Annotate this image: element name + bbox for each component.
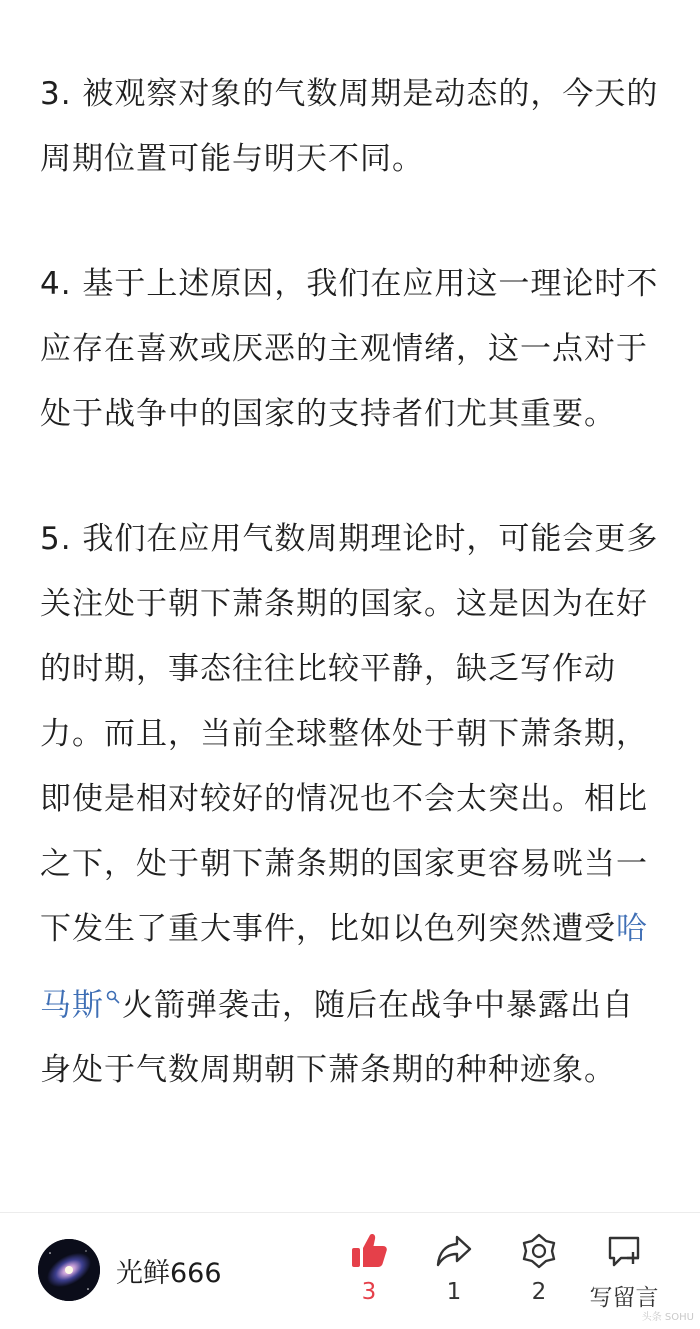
paragraph-5-text-after: 火箭弹袭击，随后在战争中暴露出自身处于气数周期朝下萧条期的种种迹象。	[40, 987, 634, 1089]
avatar[interactable]	[38, 1239, 100, 1301]
paragraph-4: 4. 基于上述原因，我们在应用这一理论时不应存在喜欢或厌恶的主观情绪，这一点对于处于战争中的国家的支持者们尤其重要。	[40, 266, 659, 432]
collect-button[interactable]	[499, 1231, 579, 1305]
search-link-hamas[interactable]: 哈马斯	[40, 911, 648, 1024]
comment-plus-icon	[604, 1231, 644, 1271]
paragraph-5	[40, 507, 664, 1103]
comment-button[interactable]	[584, 1231, 664, 1312]
collect-icon	[519, 1231, 559, 1271]
share-button[interactable]	[414, 1231, 494, 1305]
galaxy-avatar-icon	[38, 1239, 100, 1301]
author-profile[interactable]	[38, 1239, 222, 1301]
like-count: 3	[361, 1279, 377, 1305]
search-icon[interactable]	[106, 962, 120, 1027]
author-name[interactable]: 光鲜666	[116, 1257, 222, 1289]
like-button[interactable]	[329, 1231, 409, 1305]
article-body	[40, 62, 664, 1103]
bottom-action-bar	[0, 1213, 700, 1329]
paragraph-3: 3. 被观察对象的气数周期是动态的，今天的周期位置可能与明天不同。	[40, 76, 659, 177]
comment-label: 写留言	[589, 1285, 659, 1311]
share-arrow-icon	[434, 1231, 474, 1271]
thumbs-up-icon	[349, 1231, 389, 1271]
collect-count: 2	[531, 1279, 547, 1305]
watermark: 头条 SOHU	[641, 1312, 694, 1323]
paragraph-5-text-before: 5. 我们在应用气数周期理论时，可能会更多关注处于朝下萧条期的国家。这是因为在好的时期，事态往往比较平静，缺乏写作动力。而且，当前全球整体处于朝下萧条期，即使是相对较好的情况也不会太突出。相比之下，处于朝下萧条期的国家更容易咣当一下发生了重大事件，比如以色列突然遭受	[40, 521, 659, 947]
share-count: 1	[446, 1279, 462, 1305]
